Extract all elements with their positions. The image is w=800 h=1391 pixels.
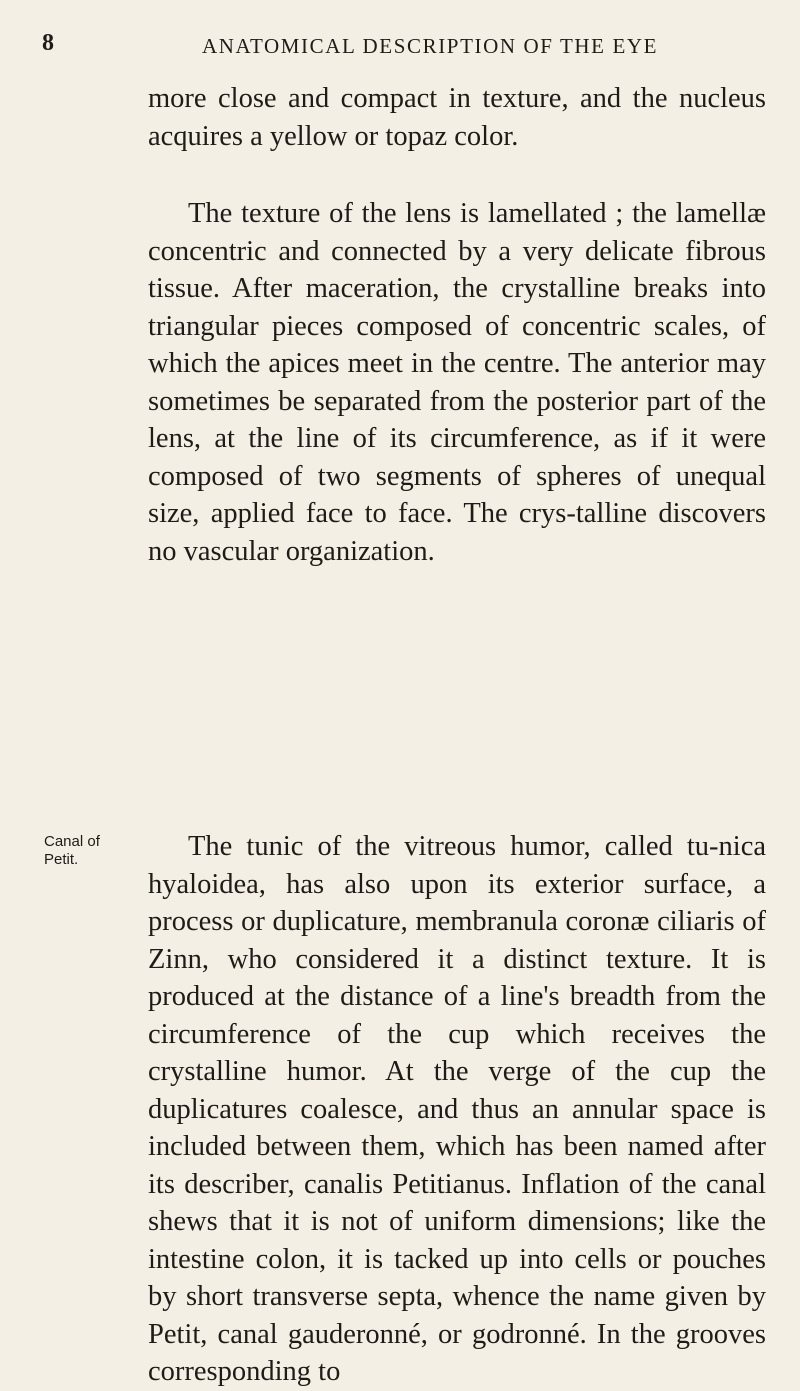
margin-note-line-1: Canal of (44, 833, 100, 850)
margin-note-line-2: Petit. (44, 851, 79, 868)
page-number: 8 (42, 30, 54, 56)
paragraph: The texture of the lens is lamellated ; the lamellæ concentric and connected by a very delicate fibrous tissue. After maceration, the crystalline breaks into triangular pieces composed of concentric scales, of which the apices meet in the centre. The anterior may sometimes be separated from the posterior part of the lens, at the line of its circumference, as if it were composed of two segments of spheres of unequal size, applied face to face. The crys-talline discovers no vascular organization. (148, 198, 766, 567)
paragraph: more close and compact in texture, and the nucleus acquires a yellow or topaz color. (148, 83, 766, 152)
paragraph-continuation (148, 80, 766, 155)
margin-note (44, 833, 134, 869)
paragraph-canal-of-petit (148, 828, 766, 1391)
page-header (0, 26, 800, 66)
running-head: ANATOMICAL DESCRIPTION OF THE EYE (202, 34, 659, 58)
paragraph: The tunic of the vitreous humor, called tu-nica hyaloidea, has also upon its exterior surface, a process or duplicature, membranula coronæ ciliaris of Zinn, who considered it a distinct texture. It is produced at the distance of a line's breadth from the circumference of the cup which receives the crystalline humor. At the verge of the cup the duplicatures coalesce, and thus an annular space is included between them, which has been named after its describer, canalis Petitianus. Inflation of the canal shews that it is not of uniform dimensions; like the intestine colon, it is tacked up into cells or pouches by short transverse septa, whence the name given by Petit, canal gauderonné, or godronné. In the grooves corresponding to (148, 831, 766, 1387)
paragraph-lens-texture (148, 195, 766, 570)
